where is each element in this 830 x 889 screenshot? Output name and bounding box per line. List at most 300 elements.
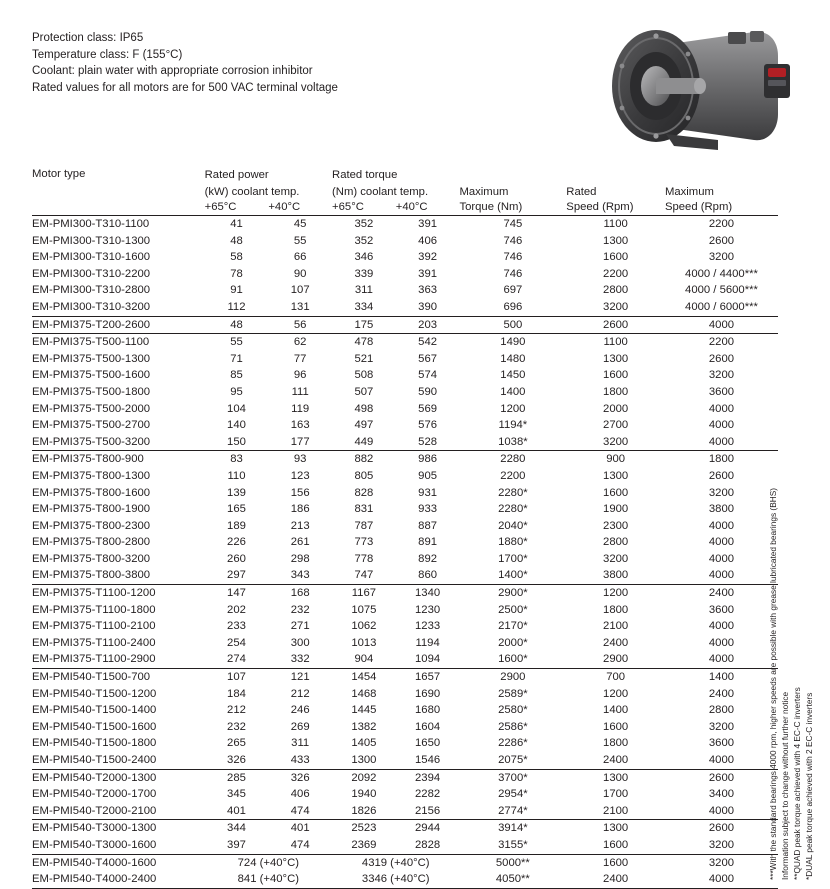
cell-motor-type: EM-PMI300-T310-1600	[32, 251, 151, 264]
header-torque-65c: +65°C	[332, 201, 364, 213]
cell-maximum-speed: 4000	[708, 536, 735, 549]
cell-rated-power-65c: 274	[227, 653, 246, 666]
cell-rated-power-40c: 156	[290, 486, 310, 499]
cell-rated-power-65c: 189	[227, 519, 246, 532]
note-temperature-class: Temperature class: F (155°C)	[32, 48, 183, 61]
table-row	[32, 686, 778, 703]
cell-rated-power-40c: 343	[290, 569, 310, 582]
cell-motor-type: EM-PMI540-T1500-1800	[32, 737, 157, 750]
cell-motor-type: EM-PMI375-T500-2700	[32, 419, 151, 432]
cell-rated-torque-65c: 747	[354, 569, 374, 582]
cell-rated-speed: 3200	[603, 552, 629, 565]
cell-rated-power-40c: 406	[290, 788, 310, 801]
cell-maximum-torque: 1880*	[498, 536, 528, 549]
cell-maximum-speed: 2400	[708, 687, 735, 700]
table-row	[32, 602, 778, 619]
cell-rated-speed: 900	[566, 451, 665, 468]
cell-rated-speed: 700	[566, 669, 665, 686]
cell-rated-torque-40c: 1680	[415, 704, 441, 717]
cell-rated-power-40c: 261	[290, 536, 310, 549]
header-rated-power-units: (kW) coolant temp.	[204, 185, 300, 198]
cell-motor-type: EM-PMI375-T500-1300	[32, 352, 151, 365]
cell-rated-torque-40c: 542	[396, 334, 460, 351]
cell-rated-power-40c: 77	[293, 352, 307, 365]
cell-motor-type: EM-PMI540-T2000-1700	[32, 788, 157, 801]
motor-photo	[578, 18, 808, 158]
table-row	[32, 752, 778, 769]
cell-rated-speed: 1100	[566, 216, 665, 233]
cell-maximum-speed: 4000	[708, 552, 735, 565]
cell-rated-speed: 3800	[603, 569, 629, 582]
cell-rated-power-65c: 212	[227, 704, 246, 717]
cell-rated-speed: 1400	[603, 704, 629, 717]
cell-rated-speed: 2100	[603, 804, 629, 817]
cell-rated-speed: 1600	[603, 251, 629, 264]
cell-maximum-torque: 746	[503, 251, 523, 264]
cell-motor-type: EM-PMI300-T310-1100	[32, 216, 205, 233]
table-body	[32, 216, 778, 889]
cell-motor-type: EM-PMI375-T500-1800	[32, 385, 151, 398]
cell-rated-torque-65c: 449	[354, 435, 374, 448]
cell-rated-power-40c: 269	[290, 720, 310, 733]
cell-rated-torque-65c: 339	[354, 267, 374, 280]
cell-rated-speed: 3200	[603, 300, 629, 313]
cell-rated-torque-40c: 391	[418, 267, 438, 280]
cell-rated-power-65c: 104	[227, 402, 246, 415]
cell-rated-torque-40c: 574	[418, 369, 438, 382]
cell-rated-torque-65c: 1405	[351, 737, 377, 750]
cell-rated-power-65c: 110	[227, 469, 246, 482]
cell-rated-power-65c: 285	[205, 769, 269, 786]
cell-rated-torque-40c: 590	[418, 385, 438, 398]
table-row	[32, 618, 778, 635]
cell-rated-speed: 1300	[603, 234, 629, 247]
header-power-40c: +40°C	[268, 201, 301, 213]
cell-maximum-torque: 1490	[459, 334, 566, 351]
cell-rated-power-65c: 78	[230, 267, 243, 280]
cell-motor-type: EM-PMI375-T500-3200	[32, 435, 151, 448]
cell-rated-power-40c: 300	[290, 636, 310, 649]
cell-rated-torque-65c: 352	[354, 234, 374, 247]
cell-rated-power-65c: 165	[227, 503, 246, 516]
cell-rated-torque-65c: 311	[354, 284, 373, 297]
cell-maximum-torque: 2040*	[498, 519, 528, 532]
cell-maximum-speed: 2200	[665, 334, 778, 351]
cell-rated-torque-40c: 1230	[415, 603, 441, 616]
cell-maximum-speed: 3200	[708, 251, 735, 264]
cell-maximum-speed: 2600	[708, 234, 735, 247]
cell-maximum-torque: 1600*	[498, 653, 528, 666]
header-rated-torque-title: Rated torque	[332, 169, 398, 181]
cell-maximum-speed: 4000	[708, 653, 735, 666]
cell-rated-power-40c: 45	[268, 216, 332, 233]
cell-maximum-speed: 3600	[708, 603, 735, 616]
cell-maximum-speed: 3200	[708, 838, 735, 851]
cell-rated-torque-65c: 1013	[351, 636, 377, 649]
cell-rated-power-65c: 139	[227, 486, 246, 499]
cell-motor-type: EM-PMI540-T3000-1600	[32, 838, 157, 851]
cell-rated-power-65c: 112	[227, 300, 246, 313]
table-row	[32, 249, 778, 266]
cell-rated-torque-65c: 346	[354, 251, 374, 264]
cell-rated-speed: 1300	[566, 820, 665, 837]
cell-motor-type: EM-PMI375-T800-1900	[32, 503, 151, 516]
cell-rated-power-65c: 150	[227, 435, 246, 448]
note-coolant: Coolant: plain water with appropriate corrosion inhibitor	[32, 65, 313, 77]
cell-rated-speed: 2000	[603, 402, 629, 415]
table-row	[32, 451, 778, 468]
cell-maximum-torque: 2280	[459, 451, 566, 468]
cell-motor-type: EM-PMI300-T310-1300	[32, 234, 151, 247]
cell-rated-power-40c: 55	[293, 234, 307, 247]
cell-rated-power-65c: 254	[227, 636, 246, 649]
cell-rated-power-40c: 93	[268, 451, 332, 468]
header-max-torque-line1: Maximum	[459, 185, 509, 198]
cell-rated-torque: 4319 (+40°C)	[332, 854, 459, 871]
cell-maximum-speed: 3200	[708, 720, 735, 733]
table-row	[32, 367, 778, 384]
cell-rated-power: 841 (+40°C)	[237, 873, 299, 886]
table-row	[32, 651, 778, 668]
cell-rated-power-65c: 95	[230, 385, 243, 398]
table-row	[32, 702, 778, 719]
cell-rated-torque-65c: 334	[354, 300, 374, 313]
cell-motor-type: EM-PMI375-T1100-1200	[32, 585, 205, 602]
cell-maximum-speed: 4000	[708, 569, 735, 582]
cell-rated-power-40c: 168	[268, 585, 332, 602]
cell-motor-type: EM-PMI300-T310-2800	[32, 284, 151, 297]
cell-maximum-torque: 1038*	[498, 435, 528, 448]
cell-maximum-speed: 4000	[708, 804, 735, 817]
footnote-information-subject: Information subject to change without further notice	[780, 691, 790, 880]
table-row	[32, 518, 778, 535]
cell-rated-torque-40c: 2828	[415, 838, 441, 851]
table-row	[32, 585, 778, 602]
header-rated-torque-units: (Nm) coolant temp.	[332, 185, 429, 198]
cell-rated-speed: 1300	[603, 469, 629, 482]
cell-rated-torque-65c: 2092	[332, 769, 396, 786]
cell-maximum-torque: 746	[503, 234, 523, 247]
cell-rated-torque-65c: 1468	[351, 687, 377, 700]
cell-rated-speed: 2900	[603, 653, 629, 666]
note-protection-class: Protection class: IP65	[32, 32, 144, 44]
header-torque-40c: +40°C	[395, 201, 428, 213]
cell-maximum-torque: 3914*	[459, 820, 566, 837]
cell-rated-power-40c: 474	[290, 804, 310, 817]
cell-rated-speed: 2400	[603, 873, 629, 886]
cell-maximum-speed: 4000	[708, 435, 735, 448]
cell-maximum-torque: 3700*	[459, 769, 566, 786]
cell-motor-type: EM-PMI375-T800-2800	[32, 536, 151, 549]
table-row	[32, 233, 778, 250]
cell-maximum-speed: 2600	[708, 469, 735, 482]
cell-rated-power-40c: 56	[268, 316, 332, 334]
cell-rated-torque-65c: 787	[354, 519, 374, 532]
cell-maximum-torque: 2500*	[498, 603, 528, 616]
cell-rated-torque-40c: 576	[418, 419, 438, 432]
cell-maximum-torque: 3155*	[498, 838, 528, 851]
cell-rated-speed: 1700	[603, 788, 629, 801]
side-footnotes	[768, 330, 828, 880]
cell-rated-power-65c: 58	[230, 251, 243, 264]
cell-rated-power-65c: 265	[227, 737, 246, 750]
table-header	[32, 168, 778, 216]
cell-rated-power-40c: 62	[268, 334, 332, 351]
cell-maximum-torque: 4050**	[495, 873, 530, 886]
cell-motor-type: EM-PMI375-T500-2000	[32, 402, 151, 415]
cell-rated-torque-40c: 569	[418, 402, 438, 415]
table-row	[32, 635, 778, 652]
cell-rated-speed: 1600	[603, 838, 629, 851]
cell-rated-speed: 1600	[603, 720, 629, 733]
cell-motor-type: EM-PMI375-T500-1100	[32, 334, 205, 351]
cell-maximum-torque: 697	[503, 284, 523, 297]
cell-rated-power-40c: 332	[290, 653, 310, 666]
cell-maximum-torque: 5000**	[459, 854, 566, 871]
cell-rated-torque-40c: 1650	[415, 737, 441, 750]
cell-motor-type: EM-PMI540-T1500-1200	[32, 687, 157, 700]
header-rated-power-title: Rated power	[204, 169, 269, 181]
cell-rated-power-65c: 401	[227, 804, 246, 817]
cell-motor-type: EM-PMI375-T800-1600	[32, 486, 151, 499]
cell-rated-torque-40c: 933	[418, 503, 438, 516]
cell-rated-torque-40c: 1340	[396, 585, 460, 602]
cell-maximum-speed: 2800	[708, 704, 735, 717]
table-row	[32, 803, 778, 820]
cell-motor-type: EM-PMI375-T1100-1800	[32, 603, 156, 616]
cell-rated-power-40c: 213	[290, 519, 310, 532]
cell-rated-torque-40c: 892	[418, 552, 438, 565]
cell-rated-speed: 1300	[566, 769, 665, 786]
header-rated-speed-line1: Rated	[566, 185, 597, 198]
cell-rated-speed: 1300	[603, 352, 629, 365]
cell-maximum-torque: 2286*	[498, 737, 528, 750]
cell-rated-torque-40c: 567	[418, 352, 438, 365]
cell-rated-torque-65c: 1445	[351, 704, 377, 717]
cell-rated-torque-40c: 528	[418, 435, 438, 448]
table-row	[32, 334, 778, 351]
cell-rated-torque-65c: 828	[354, 486, 374, 499]
cell-rated-torque-40c: 1604	[415, 720, 441, 733]
cell-rated-power-65c: 147	[205, 585, 269, 602]
cell-rated-torque-40c: 986	[396, 451, 460, 468]
cell-maximum-speed: 4000	[708, 402, 735, 415]
cell-maximum-torque: 2000*	[498, 636, 528, 649]
cell-maximum-speed: 4000	[708, 873, 735, 886]
cell-maximum-speed: 3200	[708, 486, 735, 499]
cell-maximum-speed: 4000 / 5600***	[685, 284, 758, 297]
cell-rated-power-65c: 41	[205, 216, 269, 233]
cell-rated-torque-40c: 931	[418, 486, 438, 499]
cell-motor-type: EM-PMI300-T310-3200	[32, 300, 151, 313]
cell-maximum-torque: 1400	[500, 385, 526, 398]
cell-motor-type: EM-PMI540-T1500-1600	[32, 720, 157, 733]
cell-maximum-torque: 2954*	[498, 788, 528, 801]
cell-maximum-speed: 3600	[708, 737, 735, 750]
table-row	[32, 719, 778, 736]
cell-rated-power-40c: 177	[290, 435, 310, 448]
cell-maximum-speed: 3400	[708, 788, 735, 801]
cell-rated-speed: 2700	[603, 419, 629, 432]
cell-motor-type: EM-PMI375-T1100-2400	[32, 636, 156, 649]
cell-rated-power-65c: 107	[205, 669, 269, 686]
cell-rated-torque-40c: 887	[418, 519, 438, 532]
note-rated-values: Rated values for all motors are for 500 VAC terminal voltage	[32, 81, 338, 94]
cell-motor-type: EM-PMI375-T800-900	[32, 451, 205, 468]
cell-maximum-torque: 2900	[459, 669, 566, 686]
table-row	[32, 351, 778, 368]
cell-maximum-torque: 2580*	[498, 704, 528, 717]
cell-rated-torque-65c: 1167	[332, 585, 396, 602]
cell-rated-torque-65c: 1826	[351, 804, 377, 817]
cell-rated-torque-40c: 1546	[415, 754, 441, 766]
table-row	[32, 434, 778, 451]
header-rated-speed-line2: Speed (Rpm)	[566, 201, 634, 213]
cell-rated-power-40c: 90	[293, 267, 307, 280]
cell-rated-speed: 2800	[603, 536, 629, 549]
cell-maximum-torque: 745	[459, 216, 566, 233]
cell-rated-speed: 2300	[603, 519, 629, 532]
cell-maximum-speed: 4000	[665, 316, 778, 334]
cell-rated-speed: 1800	[603, 603, 629, 616]
cell-maximum-torque: 2200	[500, 469, 526, 482]
header-motor-type: Motor type	[32, 168, 86, 180]
cell-rated-torque-65c: 478	[332, 334, 396, 351]
cell-rated-torque-40c: 392	[418, 251, 438, 264]
table-row	[32, 216, 778, 233]
cell-rated-torque-65c: 904	[354, 653, 374, 666]
table-row	[32, 735, 778, 752]
table-row	[32, 282, 778, 299]
cell-maximum-speed: 4000	[708, 519, 735, 532]
cell-rated-torque-40c: 1094	[415, 653, 441, 666]
header-power-65c: +65°C	[204, 201, 237, 213]
cell-rated-torque-65c: 773	[354, 536, 374, 549]
cell-maximum-speed: 4000	[708, 419, 735, 432]
cell-maximum-torque: 2280*	[498, 503, 528, 516]
cell-maximum-speed: 4000	[708, 620, 735, 633]
cell-rated-power-65c: 91	[230, 284, 243, 297]
cell-rated-torque-40c: 905	[418, 469, 438, 482]
cell-rated-speed: 2400	[603, 636, 629, 649]
cell-rated-torque-65c: 1940	[351, 788, 377, 801]
cell-rated-speed: 1600	[566, 854, 665, 871]
cell-rated-torque-65c: 1062	[351, 620, 377, 633]
cell-rated-torque-40c: 1690	[415, 687, 441, 700]
cell-rated-torque-65c: 507	[354, 385, 374, 398]
cell-maximum-speed: 1400	[665, 669, 778, 686]
cell-maximum-torque: 2589*	[498, 687, 528, 700]
cell-maximum-speed: 2600	[665, 769, 778, 786]
cell-rated-power-65c: 184	[227, 687, 246, 700]
cell-rated-speed: 2200	[603, 267, 629, 280]
table-row	[32, 501, 778, 518]
cell-rated-speed: 2400	[603, 754, 629, 766]
cell-rated-power-40c: 111	[291, 385, 309, 398]
cell-rated-torque-65c: 521	[354, 352, 374, 365]
cell-rated-torque-40c: 2156	[415, 804, 441, 817]
cell-maximum-torque: 1700*	[498, 552, 528, 565]
cell-rated-torque-40c: 860	[418, 569, 438, 582]
cell-maximum-speed: 2200	[665, 216, 778, 233]
cell-rated-power-65c: 202	[227, 603, 246, 616]
cell-rated-power-65c: 48	[230, 234, 243, 247]
cell-maximum-speed: 2400	[665, 585, 778, 602]
table-row	[32, 820, 778, 837]
cell-rated-power-40c: 96	[293, 369, 307, 382]
table-row	[32, 854, 778, 871]
cell-rated-speed: 1600	[603, 369, 629, 382]
cell-rated-speed: 3200	[603, 435, 629, 448]
cell-motor-type: EM-PMI375-T800-3200	[32, 552, 151, 565]
cell-rated-speed: 1900	[603, 503, 629, 516]
cell-rated-torque-65c: 498	[354, 402, 374, 415]
cell-rated-power-40c: 66	[293, 251, 307, 264]
cell-maximum-torque: 696	[503, 300, 523, 313]
cell-motor-type: EM-PMI540-T4000-2400	[32, 873, 157, 886]
cell-motor-type: EM-PMI375-T800-2300	[32, 519, 151, 532]
cell-motor-type: EM-PMI540-T1500-700	[32, 669, 205, 686]
cell-motor-type: EM-PMI300-T310-2200	[32, 267, 151, 280]
cell-motor-type: EM-PMI540-T3000-1300	[32, 820, 205, 837]
cell-rated-torque-40c: 1233	[415, 620, 441, 633]
cell-rated-power-65c: 48	[205, 316, 269, 334]
cell-motor-type: EM-PMI540-T2000-1300	[32, 769, 205, 786]
cell-rated-power-40c: 131	[290, 300, 310, 313]
cell-rated-power-40c: 186	[290, 503, 310, 516]
cell-rated-torque-40c: 891	[418, 536, 438, 549]
cell-motor-type: EM-PMI375-T1100-2100	[32, 620, 156, 633]
cell-maximum-speed: 3200	[665, 854, 778, 871]
cell-rated-torque-65c: 778	[354, 552, 374, 565]
cell-rated-torque-40c: 1194	[415, 636, 440, 649]
cell-rated-power-65c: 233	[227, 620, 246, 633]
cell-rated-torque-40c: 203	[396, 316, 460, 334]
cell-motor-type: EM-PMI375-T200-2600	[32, 316, 205, 334]
cell-rated-speed: 1100	[566, 334, 665, 351]
header-max-speed-line2: Speed (Rpm)	[664, 201, 733, 213]
cell-maximum-torque: 1480	[500, 352, 526, 365]
table-row	[32, 551, 778, 568]
cell-maximum-torque: 500	[459, 316, 566, 334]
header-row-1	[32, 168, 778, 185]
header-max-speed-line1: Maximum	[664, 185, 714, 198]
cell-rated-power-40c: 271	[290, 620, 310, 633]
cell-rated-power-40c: 433	[290, 754, 310, 766]
table-row	[32, 384, 778, 401]
cell-maximum-speed: 3800	[708, 503, 735, 516]
cell-motor-type: EM-PMI540-T4000-1600	[32, 854, 205, 871]
cell-rated-torque-65c: 2523	[332, 820, 396, 837]
cell-rated-speed: 1200	[603, 687, 629, 700]
cell-maximum-speed: 4000	[708, 754, 735, 766]
cell-maximum-speed: 4000 / 4400***	[685, 267, 758, 280]
cell-rated-speed: 1600	[603, 486, 629, 499]
table-row	[32, 786, 778, 803]
cell-rated-power-40c: 163	[290, 419, 310, 432]
cell-motor-type: EM-PMI375-T800-1300	[32, 469, 151, 482]
cell-maximum-torque: 2586*	[498, 720, 528, 733]
table-row	[32, 316, 778, 334]
cell-rated-power-65c: 345	[227, 788, 246, 801]
table-row	[32, 468, 778, 485]
cell-rated-torque-65c: 2369	[351, 838, 377, 851]
cell-motor-type: EM-PMI540-T1500-1400	[32, 704, 157, 717]
table-row	[32, 266, 778, 283]
table-row	[32, 534, 778, 551]
cell-maximum-torque: 2075*	[498, 754, 528, 766]
cell-rated-speed: 1200	[566, 585, 665, 602]
